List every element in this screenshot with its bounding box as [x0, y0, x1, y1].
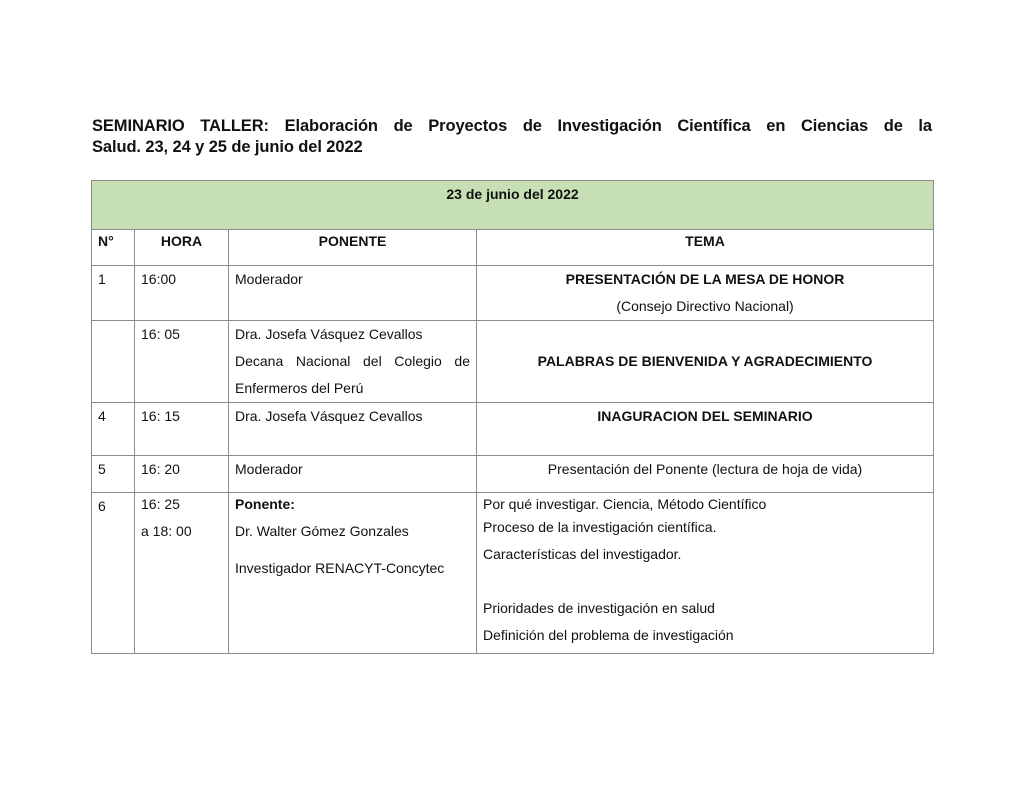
tema-line: Prioridades de investigación en salud: [483, 600, 715, 616]
row-ponente: [229, 456, 477, 493]
hora-line: 16: 05: [141, 326, 180, 342]
table-row: [92, 266, 934, 321]
row-ponente: [229, 403, 477, 456]
hora-line: 16: 25: [141, 496, 180, 512]
row-number: 6: [92, 493, 135, 654]
table-row: [92, 321, 934, 403]
row-ponente: [229, 493, 477, 654]
date-header-row: [92, 181, 934, 230]
row-hora: [135, 493, 229, 654]
tema-line: Características del investigador.: [483, 546, 682, 562]
row-hora: [135, 266, 229, 321]
hora-line: 16: 20: [141, 461, 180, 477]
tema-line: PALABRAS DE BIENVENIDA Y AGRADECIMIENTO: [537, 353, 873, 369]
table-row: [92, 493, 934, 654]
row-tema: [477, 266, 934, 321]
row-number: 4: [92, 403, 135, 456]
col-header-hora: HORA: [135, 230, 229, 266]
document-title: [92, 116, 932, 158]
row-number: [92, 321, 135, 403]
row-tema: [477, 493, 934, 654]
row-hora: [135, 321, 229, 403]
ponente-line: Dra. Josefa Vásquez Cevallos: [235, 326, 423, 342]
title-line-2: Salud. 23, 24 y 25 de junio del 2022: [92, 138, 363, 156]
tema-line: (Consejo Directivo Nacional): [616, 298, 794, 314]
row-tema: [477, 321, 934, 403]
row-ponente: [229, 321, 477, 403]
column-header-row: [92, 230, 934, 266]
col-header-tema: TEMA: [477, 230, 934, 266]
tema-line: Por qué investigar. Ciencia, Método Científico: [483, 496, 767, 512]
ponente-line: Moderador: [235, 461, 303, 477]
ponente-line: Investigador RENACYT-Concytec: [235, 560, 445, 576]
row-hora: [135, 403, 229, 456]
tema-line: Presentación del Ponente (lectura de hoja de vida): [547, 461, 863, 477]
tema-line: Definición del problema de investigación: [483, 627, 734, 643]
ponente-line: Moderador: [235, 271, 303, 287]
row-tema: [477, 403, 934, 456]
date-header: 23 de junio del 2022: [92, 181, 934, 230]
tema-line: [483, 568, 927, 595]
ponente-line: Dra. Josefa Vásquez Cevallos: [235, 408, 423, 424]
col-header-ponente: PONENTE: [229, 230, 477, 266]
tema-line: Proceso de la investigación científica.: [483, 519, 717, 535]
col-header-n: N°: [92, 230, 135, 266]
row-number: 5: [92, 456, 135, 493]
schedule-table: [91, 180, 934, 654]
row-hora: [135, 456, 229, 493]
table-row: [92, 456, 934, 493]
hora-line: 16:00: [141, 271, 177, 287]
ponente-line: Ponente:: [235, 496, 295, 512]
tema-line: PRESENTACIÓN DE LA MESA DE HONOR: [565, 271, 845, 287]
table-row: [92, 403, 934, 456]
ponente-line: Enfermeros del Perú: [235, 380, 364, 396]
row-tema: [477, 456, 934, 493]
hora-line: 16: 15: [141, 408, 180, 424]
hora-line: a 18: 00: [141, 523, 192, 539]
row-number: 1: [92, 266, 135, 321]
row-ponente: [229, 266, 477, 321]
ponente-line: Decana Nacional del Colegio de: [235, 353, 470, 369]
ponente-line: Dr. Walter Gómez Gonzales: [235, 523, 409, 539]
tema-line: INAGURACION DEL SEMINARIO: [597, 408, 813, 424]
title-line-1: SEMINARIO TALLER: Elaboración de Proyectos de Investigación Científica en Ciencias de la: [92, 117, 932, 135]
